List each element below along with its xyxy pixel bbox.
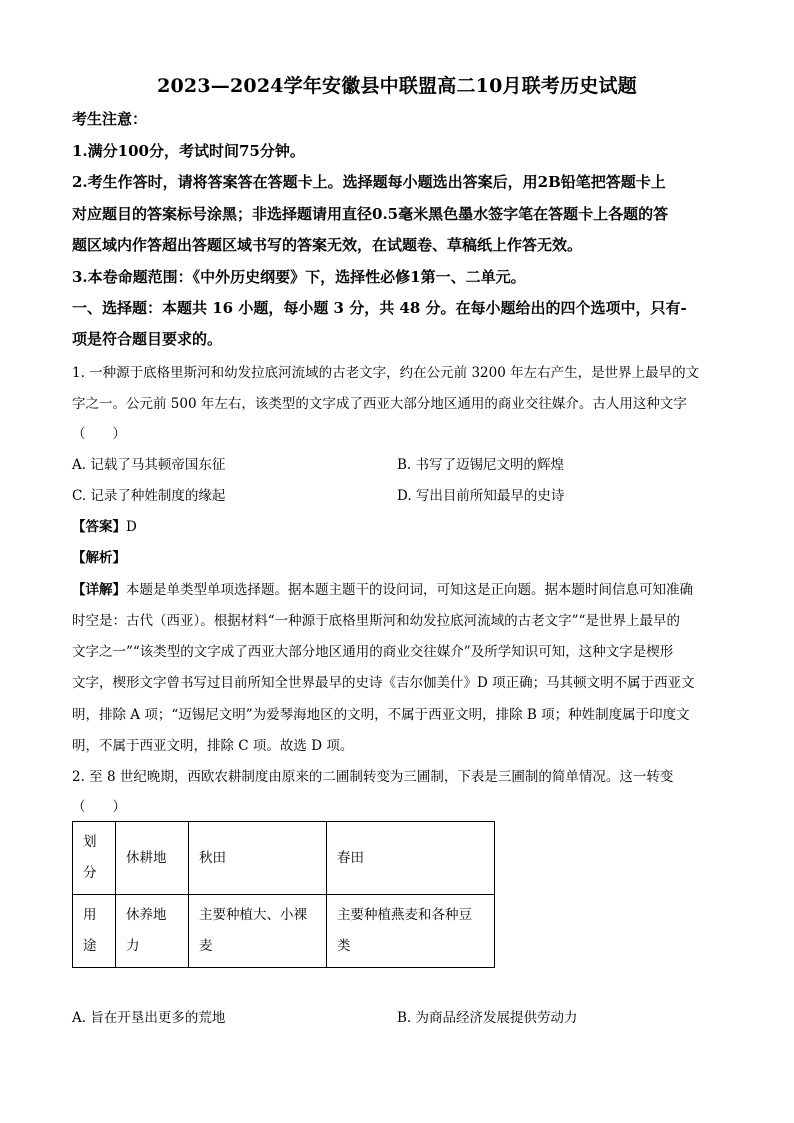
table-cell: 春田 bbox=[327, 822, 495, 895]
q1-option-a: A. 记载了马其顿帝国东征 bbox=[72, 457, 226, 473]
table-cell: 休耕地 bbox=[116, 822, 189, 895]
q1-detail-line-4: 文字，楔形文字曾书写过目前所知全世界最早的史诗《吉尔伽美什》D 项正确；马其顿文明不属于西亚文 bbox=[72, 675, 695, 691]
q1-detail-line-5: 明，排除 A 项；“迈锡尼文明”为爱琴海地区的文明，不属于西亚文明，排除 B 项；种姓制度属于印度文 bbox=[72, 707, 690, 723]
table-row bbox=[73, 895, 495, 968]
notice-item-1: 1.满分100分，考试时间75分钟。 bbox=[72, 142, 305, 160]
q1-option-b: B. 书写了迈锡尼文明的辉煌 bbox=[397, 457, 565, 473]
q1-option-c: C. 记录了种姓制度的缘起 bbox=[72, 488, 226, 504]
notice-item-2-line-2: 对应题目的答案标号涂黑；非选择题请用直径0.5毫米黑色墨水签字笔在答题卡上各题的答 bbox=[72, 205, 669, 223]
page-title: 2023—2024学年安徽县中联盟高二10月联考历史试题 bbox=[157, 75, 637, 97]
q1-stem-line-2: 字之一。公元前 500 年左右，该类型的文字成了西亚大部分地区通用的商业交往媒介。古人用这种文字 bbox=[72, 396, 687, 412]
q2-stem-line-1: 2. 至 8 世纪晚期，西欧农耕制度由原来的二圃制转变为三圃制，下表是三圃制的简单情况。这一转变 bbox=[72, 769, 674, 785]
q1-answer-paren: （ ） bbox=[72, 426, 126, 442]
table-cell: 秋田 bbox=[189, 822, 327, 895]
detail-text: 本题是单类型单项选择题。据本题主题干的设问词，可知这是正向题。据本题时间信息可知准确 bbox=[126, 582, 693, 598]
answer-label: 【答案】 bbox=[72, 519, 126, 535]
three-field-table bbox=[72, 821, 495, 968]
q1-detail-line-2: 时空是：古代（西亚）。根据材料“一种源于底格里斯河和幼发拉底河流域的古老文字”“是世界上最早的 bbox=[72, 613, 680, 629]
detail-label: 【详解】 bbox=[72, 582, 126, 598]
q1-detail-line-1 bbox=[72, 578, 693, 598]
table-cell: 划 分 bbox=[73, 822, 116, 895]
q1-stem-line-1: 1. 一种源于底格里斯河和幼发拉底河流域的古老文字，约在公元前 3200 年左右产生，是世界上最早的文 bbox=[72, 365, 700, 381]
table-cell: 主要种植燕麦和各种豆 类 bbox=[327, 895, 495, 968]
notice-item-2-line-1: 2.考生作答时，请将答案答在答题卡上。选择题每小题选出答案后，用2B铅笔把答题卡上 bbox=[72, 173, 666, 191]
analysis-label: 【解析】 bbox=[72, 550, 126, 566]
q2-option-a: A. 旨在开垦出更多的荒地 bbox=[72, 1010, 226, 1026]
q1-detail-line-6: 明，不属于西亚文明，排除 C 项。故选 D 项。 bbox=[72, 738, 354, 754]
table-cell: 休养地 力 bbox=[116, 895, 189, 968]
notice-item-3: 3.本卷命题范围：《中外历史纲要》下，选择性必修1第一、二单元。 bbox=[72, 268, 526, 286]
q1-analysis-label bbox=[72, 546, 126, 566]
q2-option-b: B. 为商品经济发展提供劳动力 bbox=[397, 1010, 578, 1026]
notice-heading: 考生注意： bbox=[72, 110, 148, 128]
q2-answer-paren: （ ） bbox=[72, 799, 126, 815]
section-heading-line-2: 项是符合题目要求的。 bbox=[72, 330, 223, 348]
q1-detail-line-3: 文字之一”“该类型的文字成了西亚大部分地区通用的商业交往媒介”及所学知识可知，这种文字是楔形 bbox=[72, 644, 674, 660]
table-cell: 主要种植大、小裸 麦 bbox=[189, 895, 327, 968]
q1-answer bbox=[72, 515, 137, 535]
table-cell: 用 途 bbox=[73, 895, 116, 968]
table-row bbox=[73, 822, 495, 895]
notice-item-2-line-3: 题区域内作答超出答题区域书写的答案无效，在试题卷、草稿纸上作答无效。 bbox=[72, 236, 583, 254]
q1-option-d: D. 写出目前所知最早的史诗 bbox=[397, 488, 565, 504]
section-heading-line-1: 一、选择题：本题共 16 小题，每小题 3 分，共 48 分。在每小题给出的四个选项中，只有- bbox=[72, 299, 687, 317]
answer-value: D bbox=[126, 519, 137, 535]
